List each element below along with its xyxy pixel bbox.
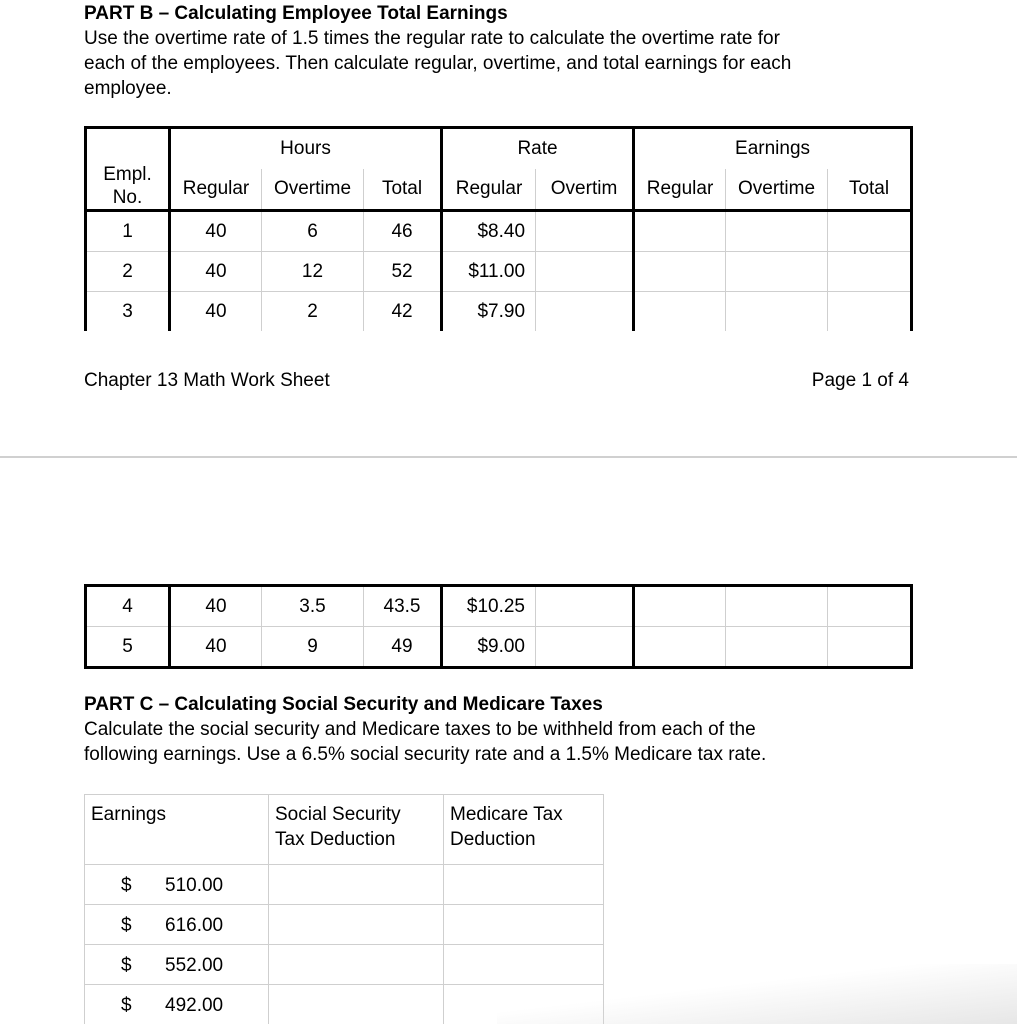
hours-regular: 40 <box>170 252 262 292</box>
table-row <box>86 586 912 627</box>
hours-regular: 40 <box>170 292 262 332</box>
table-row <box>85 985 604 1024</box>
hours-overtime: 2 <box>262 292 364 332</box>
footer-page-number: Page 1 of 4 <box>811 370 909 391</box>
hours-total: 42 <box>364 292 442 332</box>
part-c-instructions: Calculate the social security and Medicare taxes to be withheld from each of the following earnings. Use a 6.5% social security rate and a 1.5% Medicare tax rate. <box>84 719 767 765</box>
earn-regular-cell[interactable] <box>634 252 726 292</box>
earn-regular-cell[interactable] <box>634 211 726 252</box>
earnings-header: Earnings <box>85 795 269 865</box>
medicare-cell[interactable] <box>444 865 604 905</box>
rate-regular: $8.40 <box>442 211 536 252</box>
hours-header: Hours <box>170 128 442 170</box>
earn-regular-header: Regular <box>634 169 726 211</box>
earn-overtime-header: Overtime <box>726 169 828 211</box>
footer-chapter: Chapter 13 Math Work Sheet <box>84 370 330 391</box>
hours-overtime: 6 <box>262 211 364 252</box>
earn-total-cell[interactable] <box>828 627 912 668</box>
rate-overtime-cell[interactable] <box>536 211 634 252</box>
empl-no: 2 <box>86 252 170 292</box>
hours-total: 52 <box>364 252 442 292</box>
empl-no: 1 <box>86 211 170 252</box>
table-row <box>86 211 912 252</box>
rate-overtime-cell[interactable] <box>536 627 634 668</box>
table-row <box>85 865 604 905</box>
part-b-title: PART B – Calculating Employee Total Earnings <box>84 3 508 24</box>
earn-total-header: Total <box>828 169 912 211</box>
hours-total: 43.5 <box>364 586 442 627</box>
hours-total: 46 <box>364 211 442 252</box>
social-security-cell[interactable] <box>269 985 444 1024</box>
earnings-table-continued <box>84 584 913 669</box>
earn-overtime-cell[interactable] <box>726 586 828 627</box>
table-row <box>85 945 604 985</box>
table-row <box>86 627 912 668</box>
rate-regular: $7.90 <box>442 292 536 332</box>
medicare-header: Medicare Tax Deduction <box>444 795 604 865</box>
social-security-cell[interactable] <box>269 905 444 945</box>
social-security-cell[interactable] <box>269 945 444 985</box>
rate-overtime-cell[interactable] <box>536 252 634 292</box>
tax-table <box>84 794 604 1024</box>
hours-total: 49 <box>364 627 442 668</box>
empl-no: 5 <box>86 627 170 668</box>
rate-overtime-header: Overtim <box>536 169 634 211</box>
earnings-header: Earnings <box>634 128 912 170</box>
hours-overtime: 12 <box>262 252 364 292</box>
rate-regular: $9.00 <box>442 627 536 668</box>
hours-overtime: 3.5 <box>262 586 364 627</box>
rate-regular: $10.25 <box>442 586 536 627</box>
hours-total-header: Total <box>364 169 442 211</box>
earnings-table <box>84 126 913 331</box>
earn-overtime-cell[interactable] <box>726 292 828 332</box>
empl-no: 4 <box>86 586 170 627</box>
earn-total-cell[interactable] <box>828 252 912 292</box>
earn-regular-cell[interactable] <box>634 292 726 332</box>
earn-total-cell[interactable] <box>828 292 912 332</box>
hours-regular: 40 <box>170 586 262 627</box>
medicare-cell[interactable] <box>444 905 604 945</box>
social-security-cell[interactable] <box>269 865 444 905</box>
part-c-title: PART C – Calculating Social Security and Medicare Taxes <box>84 694 603 715</box>
rate-regular-header: Regular <box>442 169 536 211</box>
hours-regular: 40 <box>170 627 262 668</box>
earn-overtime-cell[interactable] <box>726 627 828 668</box>
earn-regular-cell[interactable] <box>634 627 726 668</box>
empl-no-header: Empl. No. <box>86 128 170 211</box>
empl-no: 3 <box>86 292 170 332</box>
rate-header: Rate <box>442 128 634 170</box>
part-b-instructions: Use the overtime rate of 1.5 times the regular rate to calculate the overtime rate for each of the employees. Then calculate regular, overtime, and total earnings for each employee. <box>84 28 792 99</box>
table-row <box>85 905 604 945</box>
earn-overtime-cell[interactable] <box>726 211 828 252</box>
table-row <box>86 252 912 292</box>
earnings-amount: $ 492.00 <box>85 985 269 1024</box>
hours-overtime: 9 <box>262 627 364 668</box>
earn-total-cell[interactable] <box>828 586 912 627</box>
hours-regular: 40 <box>170 211 262 252</box>
table-row <box>86 292 912 332</box>
hours-overtime-header: Overtime <box>262 169 364 211</box>
rate-overtime-cell[interactable] <box>536 586 634 627</box>
rate-regular: $11.00 <box>442 252 536 292</box>
hours-regular-header: Regular <box>170 169 262 211</box>
medicare-cell[interactable] <box>444 985 604 1024</box>
medicare-cell[interactable] <box>444 945 604 985</box>
earn-regular-cell[interactable] <box>634 586 726 627</box>
earnings-amount: $ 616.00 <box>85 905 269 945</box>
earn-total-cell[interactable] <box>828 211 912 252</box>
page-divider <box>0 456 1017 458</box>
earnings-amount: $ 552.00 <box>85 945 269 985</box>
earnings-amount: $ 510.00 <box>85 865 269 905</box>
social-security-header: Social Security Tax Deduction <box>269 795 444 865</box>
rate-overtime-cell[interactable] <box>536 292 634 332</box>
earn-overtime-cell[interactable] <box>726 252 828 292</box>
